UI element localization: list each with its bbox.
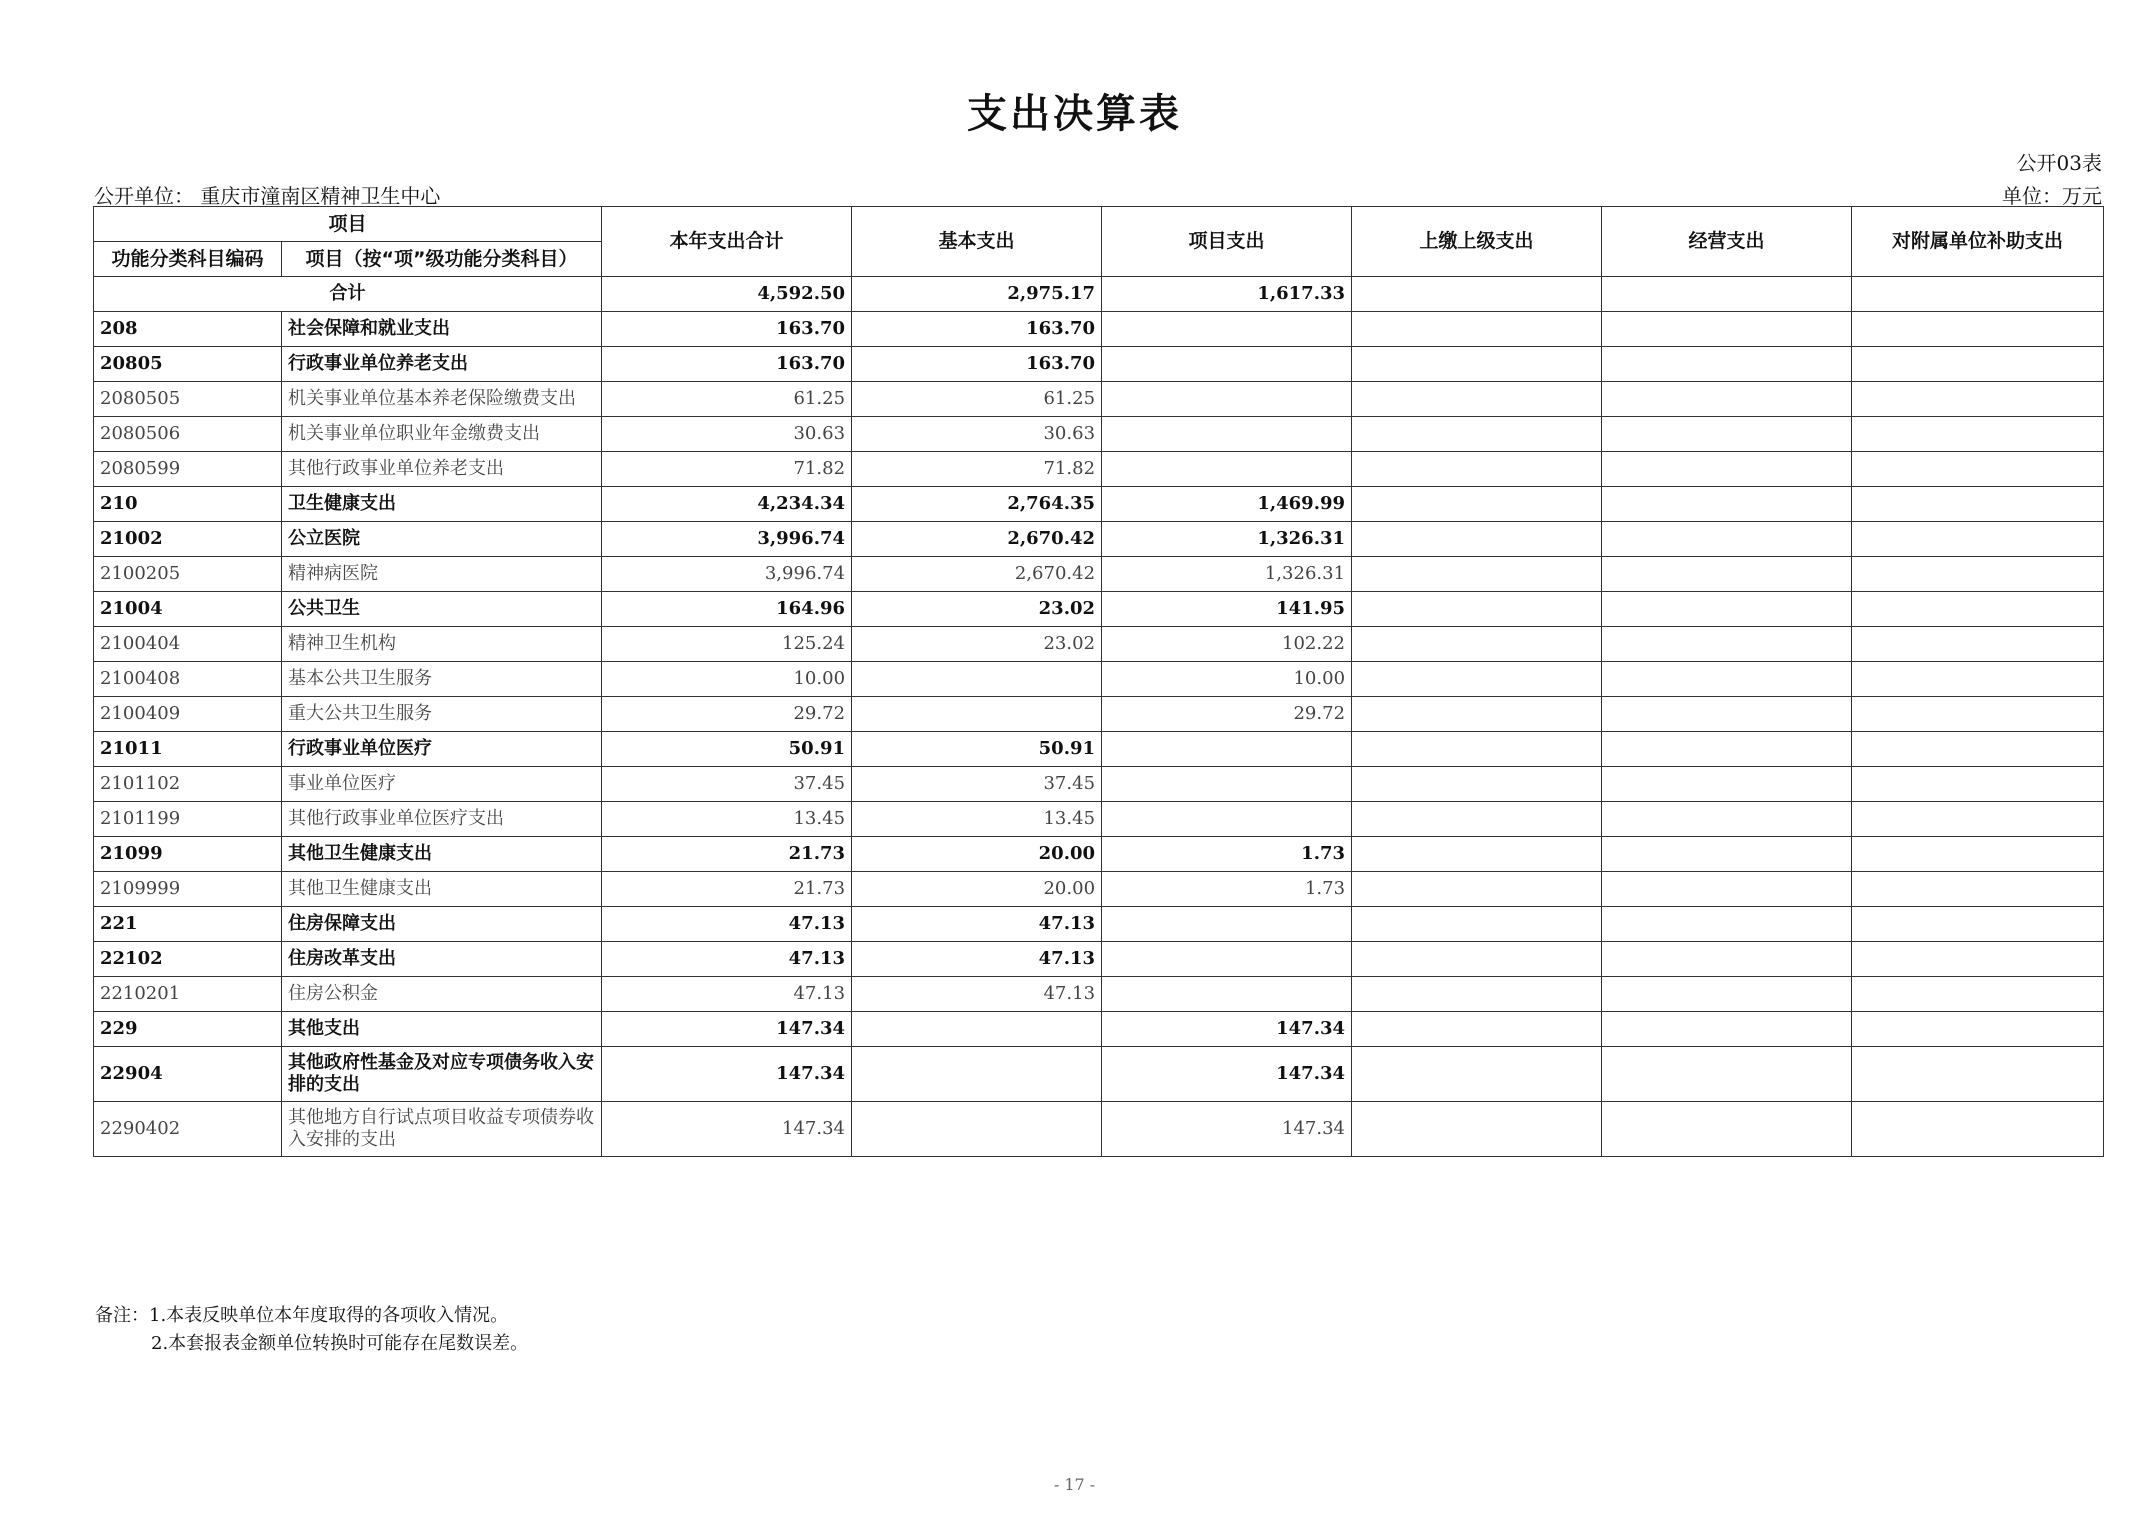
row-name: 重大公共卫生服务 xyxy=(282,697,602,732)
row-business xyxy=(1602,1102,1852,1157)
row-project: 141.95 xyxy=(1102,592,1352,627)
row-code: 2109999 xyxy=(94,872,282,907)
row-code: 208 xyxy=(94,312,282,347)
row-subsidy xyxy=(1852,1047,2104,1102)
row-name: 精神病医院 xyxy=(282,557,602,592)
row-subsidy xyxy=(1852,1012,2104,1047)
row-total: 29.72 xyxy=(602,697,852,732)
row-upper xyxy=(1352,627,1602,662)
row-basic xyxy=(852,1012,1102,1047)
row-code: 22102 xyxy=(94,942,282,977)
row-project: 102.22 xyxy=(1102,627,1352,662)
table-row xyxy=(94,977,2104,1012)
row-total: 21.73 xyxy=(602,872,852,907)
row-basic: 2,764.35 xyxy=(852,487,1102,522)
row-total: 47.13 xyxy=(602,907,852,942)
row-upper xyxy=(1352,872,1602,907)
row-subsidy xyxy=(1852,662,2104,697)
row-project xyxy=(1102,732,1352,767)
table-row xyxy=(94,697,2104,732)
row-subsidy xyxy=(1852,732,2104,767)
row-business xyxy=(1602,347,1852,382)
row-upper xyxy=(1352,592,1602,627)
row-code: 229 xyxy=(94,1012,282,1047)
row-business xyxy=(1602,732,1852,767)
table-row xyxy=(94,522,2104,557)
row-code: 2080506 xyxy=(94,417,282,452)
row-name: 其他卫生健康支出 xyxy=(282,837,602,872)
row-code: 2100404 xyxy=(94,627,282,662)
row-name: 公立医院 xyxy=(282,522,602,557)
row-basic xyxy=(852,1102,1102,1157)
row-code: 2101102 xyxy=(94,767,282,802)
row-total: 47.13 xyxy=(602,942,852,977)
form-number: 公开03表 xyxy=(2016,151,2102,175)
header-code: 功能分类科目编码 xyxy=(94,242,282,277)
row-total: 147.34 xyxy=(602,1102,852,1157)
total-label: 合计 xyxy=(94,277,602,312)
total-subsidy xyxy=(1852,277,2104,312)
row-project xyxy=(1102,767,1352,802)
row-code: 221 xyxy=(94,907,282,942)
row-basic: 163.70 xyxy=(852,347,1102,382)
total-basic: 2,975.17 xyxy=(852,277,1102,312)
row-code: 22904 xyxy=(94,1047,282,1102)
row-business xyxy=(1602,1012,1852,1047)
row-total: 147.34 xyxy=(602,1012,852,1047)
row-business xyxy=(1602,312,1852,347)
row-upper xyxy=(1352,697,1602,732)
row-name: 机关事业单位基本养老保险缴费支出 xyxy=(282,382,602,417)
header-name: 项目（按“项”级功能分类科目） xyxy=(282,242,602,277)
row-business xyxy=(1602,977,1852,1012)
total-business xyxy=(1602,277,1852,312)
row-code: 21004 xyxy=(94,592,282,627)
row-business xyxy=(1602,802,1852,837)
total-row xyxy=(94,277,2104,312)
row-project: 147.34 xyxy=(1102,1102,1352,1157)
row-name: 住房改革支出 xyxy=(282,942,602,977)
row-name: 其他支出 xyxy=(282,1012,602,1047)
row-business xyxy=(1602,627,1852,662)
row-upper xyxy=(1352,487,1602,522)
row-subsidy xyxy=(1852,907,2104,942)
row-upper xyxy=(1352,347,1602,382)
table-row xyxy=(94,592,2104,627)
row-subsidy xyxy=(1852,1102,2104,1157)
row-total: 71.82 xyxy=(602,452,852,487)
row-project: 147.34 xyxy=(1102,1047,1352,1102)
row-name: 卫生健康支出 xyxy=(282,487,602,522)
row-basic xyxy=(852,662,1102,697)
row-subsidy xyxy=(1852,977,2104,1012)
table-row xyxy=(94,347,2104,382)
row-basic: 47.13 xyxy=(852,942,1102,977)
row-upper xyxy=(1352,837,1602,872)
row-basic: 23.02 xyxy=(852,592,1102,627)
table-row xyxy=(94,312,2104,347)
row-code: 20805 xyxy=(94,347,282,382)
expenditure-table xyxy=(93,206,2104,1157)
table-row xyxy=(94,557,2104,592)
total-amount: 4,592.50 xyxy=(602,277,852,312)
row-basic xyxy=(852,1047,1102,1102)
table-row xyxy=(94,942,2104,977)
row-upper xyxy=(1352,802,1602,837)
row-subsidy xyxy=(1852,872,2104,907)
row-basic: 13.45 xyxy=(852,802,1102,837)
row-subsidy xyxy=(1852,837,2104,872)
row-upper xyxy=(1352,522,1602,557)
row-total: 13.45 xyxy=(602,802,852,837)
row-basic xyxy=(852,697,1102,732)
row-subsidy xyxy=(1852,557,2104,592)
row-business xyxy=(1602,767,1852,802)
row-name: 住房公积金 xyxy=(282,977,602,1012)
row-business xyxy=(1602,487,1852,522)
row-upper xyxy=(1352,942,1602,977)
row-project: 1,326.31 xyxy=(1102,522,1352,557)
row-basic: 2,670.42 xyxy=(852,557,1102,592)
row-project xyxy=(1102,452,1352,487)
row-code: 2290402 xyxy=(94,1102,282,1157)
header-item-group: 项目 xyxy=(94,207,602,242)
table-row xyxy=(94,662,2104,697)
row-total: 3,996.74 xyxy=(602,522,852,557)
table-row xyxy=(94,1102,2104,1157)
row-subsidy xyxy=(1852,312,2104,347)
table-row xyxy=(94,802,2104,837)
row-subsidy xyxy=(1852,452,2104,487)
row-business xyxy=(1602,907,1852,942)
table-row xyxy=(94,907,2104,942)
row-basic: 20.00 xyxy=(852,837,1102,872)
table-row xyxy=(94,627,2104,662)
row-upper xyxy=(1352,732,1602,767)
table-row xyxy=(94,452,2104,487)
row-business xyxy=(1602,592,1852,627)
row-basic: 37.45 xyxy=(852,767,1102,802)
row-upper xyxy=(1352,1047,1602,1102)
row-project xyxy=(1102,417,1352,452)
header-total: 本年支出合计 xyxy=(602,207,852,277)
row-upper xyxy=(1352,977,1602,1012)
row-project xyxy=(1102,802,1352,837)
row-subsidy xyxy=(1852,592,2104,627)
row-total: 50.91 xyxy=(602,732,852,767)
row-name: 事业单位医疗 xyxy=(282,767,602,802)
row-code: 2210201 xyxy=(94,977,282,1012)
table-row xyxy=(94,872,2104,907)
row-business xyxy=(1602,837,1852,872)
total-project: 1,617.33 xyxy=(1102,277,1352,312)
row-subsidy xyxy=(1852,802,2104,837)
row-subsidy xyxy=(1852,382,2104,417)
row-total: 4,234.34 xyxy=(602,487,852,522)
row-total: 37.45 xyxy=(602,767,852,802)
row-project: 1,469.99 xyxy=(1102,487,1352,522)
reporting-unit: 公开单位： 重庆市潼南区精神卫生中心 xyxy=(94,184,441,208)
row-business xyxy=(1602,662,1852,697)
row-code: 2100408 xyxy=(94,662,282,697)
row-business xyxy=(1602,452,1852,487)
row-upper xyxy=(1352,767,1602,802)
row-basic: 47.13 xyxy=(852,907,1102,942)
footnote-2: 2.本套报表金额单位转换时可能存在尾数误差。 xyxy=(151,1333,529,1354)
row-basic: 2,670.42 xyxy=(852,522,1102,557)
row-project: 1.73 xyxy=(1102,837,1352,872)
row-business xyxy=(1602,872,1852,907)
row-upper xyxy=(1352,662,1602,697)
page-number: - 17 - xyxy=(1053,1475,1096,1494)
table-row xyxy=(94,1012,2104,1047)
footnotes xyxy=(95,1302,528,1358)
table-row xyxy=(94,487,2104,522)
row-name: 其他卫生健康支出 xyxy=(282,872,602,907)
row-subsidy xyxy=(1852,487,2104,522)
currency-unit: 单位：万元 xyxy=(2002,184,2102,208)
row-business xyxy=(1602,1047,1852,1102)
row-name: 住房保障支出 xyxy=(282,907,602,942)
row-project xyxy=(1102,977,1352,1012)
row-total: 21.73 xyxy=(602,837,852,872)
row-code: 2101199 xyxy=(94,802,282,837)
row-subsidy xyxy=(1852,627,2104,662)
header-business: 经营支出 xyxy=(1602,207,1852,277)
row-name: 精神卫生机构 xyxy=(282,627,602,662)
row-code: 21011 xyxy=(94,732,282,767)
row-upper xyxy=(1352,1102,1602,1157)
footnote-1: 备注：1.本表反映单位本年度取得的各项收入情况。 xyxy=(95,1305,509,1326)
row-basic: 20.00 xyxy=(852,872,1102,907)
row-subsidy xyxy=(1852,697,2104,732)
row-upper xyxy=(1352,907,1602,942)
table-row xyxy=(94,417,2104,452)
header-project: 项目支出 xyxy=(1102,207,1352,277)
row-total: 47.13 xyxy=(602,977,852,1012)
row-code: 210 xyxy=(94,487,282,522)
row-upper xyxy=(1352,1012,1602,1047)
row-total: 61.25 xyxy=(602,382,852,417)
row-project: 1,326.31 xyxy=(1102,557,1352,592)
table-row xyxy=(94,1047,2104,1102)
row-upper xyxy=(1352,312,1602,347)
table-row xyxy=(94,732,2104,767)
page-title: 支出决算表 xyxy=(967,91,1182,137)
row-project: 1.73 xyxy=(1102,872,1352,907)
row-code: 2080599 xyxy=(94,452,282,487)
row-basic: 47.13 xyxy=(852,977,1102,1012)
row-project xyxy=(1102,382,1352,417)
row-code: 2080505 xyxy=(94,382,282,417)
row-business xyxy=(1602,557,1852,592)
row-project xyxy=(1102,907,1352,942)
row-basic: 61.25 xyxy=(852,382,1102,417)
row-upper xyxy=(1352,382,1602,417)
row-total: 10.00 xyxy=(602,662,852,697)
row-upper xyxy=(1352,452,1602,487)
row-subsidy xyxy=(1852,522,2104,557)
row-total: 163.70 xyxy=(602,312,852,347)
row-project: 29.72 xyxy=(1102,697,1352,732)
row-total: 163.70 xyxy=(602,347,852,382)
row-basic: 71.82 xyxy=(852,452,1102,487)
total-upper xyxy=(1352,277,1602,312)
header-basic: 基本支出 xyxy=(852,207,1102,277)
row-upper xyxy=(1352,417,1602,452)
row-subsidy xyxy=(1852,417,2104,452)
row-project xyxy=(1102,942,1352,977)
row-name: 社会保障和就业支出 xyxy=(282,312,602,347)
row-business xyxy=(1602,697,1852,732)
row-basic: 30.63 xyxy=(852,417,1102,452)
row-code: 21099 xyxy=(94,837,282,872)
row-code: 21002 xyxy=(94,522,282,557)
row-business xyxy=(1602,522,1852,557)
row-name: 其他行政事业单位养老支出 xyxy=(282,452,602,487)
header-upper: 上缴上级支出 xyxy=(1352,207,1602,277)
row-name: 基本公共卫生服务 xyxy=(282,662,602,697)
row-subsidy xyxy=(1852,347,2104,382)
row-name: 行政事业单位养老支出 xyxy=(282,347,602,382)
table-row xyxy=(94,837,2104,872)
row-name: 机关事业单位职业年金缴费支出 xyxy=(282,417,602,452)
row-project: 10.00 xyxy=(1102,662,1352,697)
row-total: 30.63 xyxy=(602,417,852,452)
row-subsidy xyxy=(1852,767,2104,802)
row-total: 125.24 xyxy=(602,627,852,662)
row-business xyxy=(1602,382,1852,417)
header-subsidy: 对附属单位补助支出 xyxy=(1852,207,2104,277)
table-row xyxy=(94,382,2104,417)
table-row xyxy=(94,767,2104,802)
row-basic: 163.70 xyxy=(852,312,1102,347)
row-upper xyxy=(1352,557,1602,592)
row-total: 3,996.74 xyxy=(602,557,852,592)
row-project xyxy=(1102,347,1352,382)
row-total: 164.96 xyxy=(602,592,852,627)
row-name: 行政事业单位医疗 xyxy=(282,732,602,767)
row-total: 147.34 xyxy=(602,1047,852,1102)
row-basic: 23.02 xyxy=(852,627,1102,662)
row-name: 其他政府性基金及对应专项债务收入安排的支出 xyxy=(282,1047,602,1102)
row-subsidy xyxy=(1852,942,2104,977)
row-basic: 50.91 xyxy=(852,732,1102,767)
row-code: 2100205 xyxy=(94,557,282,592)
row-name: 公共卫生 xyxy=(282,592,602,627)
row-name: 其他地方自行试点项目收益专项债券收入安排的支出 xyxy=(282,1102,602,1157)
row-project xyxy=(1102,312,1352,347)
row-business xyxy=(1602,417,1852,452)
row-project: 147.34 xyxy=(1102,1012,1352,1047)
row-business xyxy=(1602,942,1852,977)
row-code: 2100409 xyxy=(94,697,282,732)
row-name: 其他行政事业单位医疗支出 xyxy=(282,802,602,837)
